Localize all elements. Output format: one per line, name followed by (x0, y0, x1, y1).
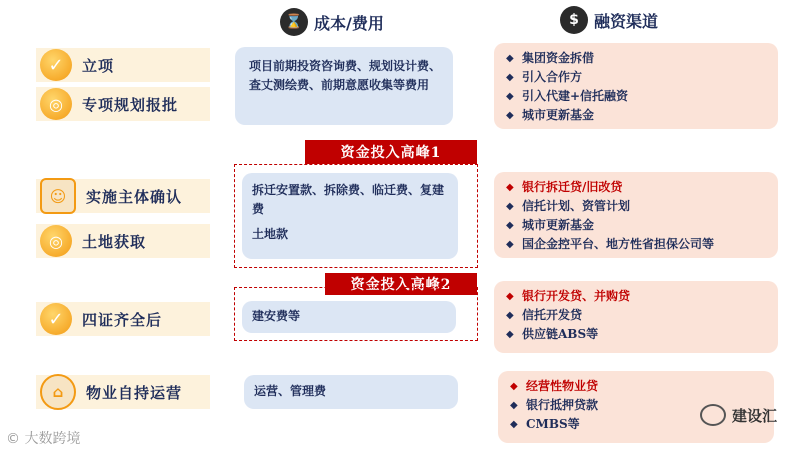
diamond-bullet-icon: ◆ (510, 419, 518, 430)
cost-box-1 (235, 47, 453, 125)
cost-text: 土地款 (252, 227, 289, 241)
channel-item: ◆ 银行开发贷、并购贷 (506, 287, 766, 306)
target-icon: ◎ (40, 225, 72, 257)
cost-header-label: 成本/费用 (314, 13, 384, 33)
channel-item: ◆ 经营性物业贷 (510, 377, 762, 396)
diamond-bullet-icon: ◆ (506, 72, 514, 83)
diamond-bullet-icon: ◆ (506, 201, 514, 212)
home-icon: ⌂ (40, 374, 76, 410)
diamond-bullet-icon: ◆ (510, 381, 518, 392)
watermark-logo-icon: © (6, 431, 20, 447)
channel-item: ◆ 国企金控平台、地方性省担保公司等 (506, 235, 766, 254)
target-icon: ◎ (40, 88, 72, 120)
cost-box-3 (242, 301, 456, 333)
channel-item: ◆ 银行拆迁贷/旧改贷 (506, 178, 766, 197)
channel-item: ◆ 集团资金拆借 (506, 49, 766, 68)
channel-item: ◆ 信托计划、资管计划 (506, 197, 766, 216)
stage-label: 四证齐全后 (82, 310, 163, 329)
diamond-bullet-icon: ◆ (506, 91, 514, 102)
channel-item: ◆ 银行抵押贷款 (510, 396, 762, 415)
cost-text: 运营、管理费 (254, 384, 327, 398)
watermark-right: 建设汇 (700, 404, 777, 426)
diamond-bullet-icon: ◆ (506, 220, 514, 231)
channel-header (560, 6, 658, 34)
diamond-bullet-icon: ◆ (506, 310, 514, 321)
peak-label: 资金投入高峰2 (350, 277, 452, 293)
diamond-bullet-icon: ◆ (506, 291, 514, 302)
clock-dollar-icon: $ (560, 6, 588, 34)
check-icon: ✓ (40, 303, 72, 335)
cost-box-4 (244, 375, 458, 409)
channel-item: ◆ 引入代建+信托融资 (506, 87, 766, 106)
channel-box-2 (494, 172, 778, 258)
stage-label: 立项 (82, 56, 115, 75)
stage-land-acquisition (36, 224, 210, 258)
cost-header (280, 8, 384, 36)
hourglass-coin-icon: ⌛ (280, 8, 308, 36)
channel-header-label: 融资渠道 (594, 11, 659, 31)
stage-entity-confirm (36, 179, 210, 213)
cost-box-2 (242, 173, 458, 259)
stage-label: 物业自持运营 (86, 383, 183, 402)
person-icon: ☺ (40, 178, 76, 214)
cost-text: 项目前期投资咨询费、规划设计费、查丈测绘费、前期意愿收集等费用 (249, 59, 442, 92)
wechat-icon (700, 404, 726, 426)
stage-label: 实施主体确认 (86, 187, 183, 206)
channel-item: ◆ 引入合作方 (506, 68, 766, 87)
diamond-bullet-icon: ◆ (506, 53, 514, 64)
diamond-bullet-icon: ◆ (510, 400, 518, 411)
channel-box-3 (494, 281, 778, 353)
diamond-bullet-icon: ◆ (506, 329, 514, 340)
channel-item: ◆ 供应链ABS等 (506, 325, 766, 344)
diamond-bullet-icon: ◆ (506, 182, 514, 193)
stage-planning-approval (36, 87, 210, 121)
channel-item: ◆ 城市更新基金 (506, 216, 766, 235)
stage-label: 土地获取 (82, 232, 147, 251)
check-icon: ✓ (40, 49, 72, 81)
diamond-bullet-icon: ◆ (506, 110, 514, 121)
stage-label: 专项规划报批 (82, 95, 179, 114)
peak-banner-1 (305, 140, 477, 164)
channel-item: ◆ 信托开发贷 (506, 306, 766, 325)
stage-property-operation (36, 375, 210, 409)
peak-label: 资金投入高峰1 (340, 145, 442, 161)
diamond-bullet-icon: ◆ (506, 239, 514, 250)
channel-item: ◆ CMBS等 (510, 415, 762, 434)
cost-text: 建安费等 (252, 309, 301, 323)
channel-box-1 (494, 43, 778, 129)
stage-lixiang (36, 48, 210, 82)
channel-item: ◆ 城市更新基金 (506, 106, 766, 125)
stage-four-certificates (36, 302, 210, 336)
cost-text: 拆迁安置款、拆除费、临迁费、复建费 (252, 183, 445, 216)
watermark-left: © 大数跨境 (6, 431, 81, 447)
